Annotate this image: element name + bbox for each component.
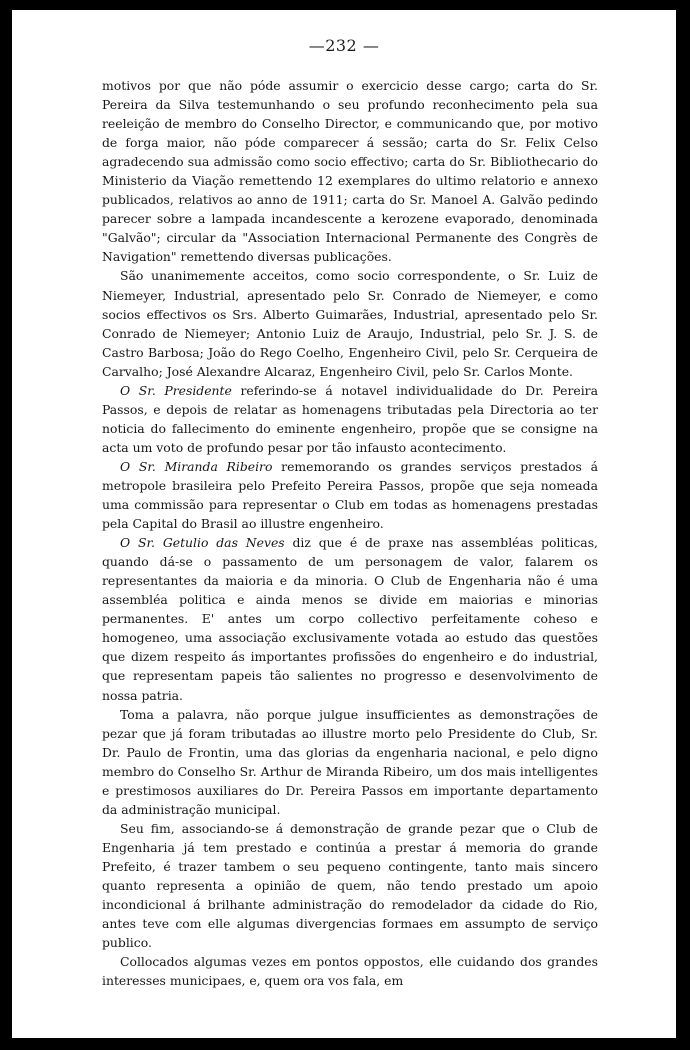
paragraph-miranda-ribeiro — [102, 457, 598, 533]
paragraph-text: diz que é de praxe nas assembléas politicas, quando dá-se o passamento de um personagem de valor, falarem os representantes da maioria e da minoria. O Club de Engenharia não é uma assembléa politica e ainda menos se divide em maiorias e minorias permanentes. E' antes um corpo collectivo perfeitamente coheso e homogeneo, uma associação exclusivamente votada ao estudo das questões que dizem respeito ás importantes profissões do engenheiro e do industrial, que representam papeis tão salientes no progresso e desenvolvimento de nossa patria. — [102, 535, 598, 703]
speaker-name: O Sr. Presidente — [120, 382, 232, 398]
speaker-name: O Sr. Getulio das Neves — [120, 535, 285, 551]
paragraph-new-members — [102, 266, 598, 380]
paragraph-text: Seu fim, associando-se á demonstração de grande pezar que o Club de Engenharia já tem prestado e continúa a prestar á memoria do grande Prefeito, é trazer tambem o seu pequeno contingente, tanto mais sincero quanto representa a opinião de quem, não tendo prestado um apoio incondicional á brilhante administração do remodelador da cidade do Rio, antes teve com elle algumas divergencias formaes em assumpto de serviço publico. — [102, 820, 598, 951]
paragraph-toma-a-palavra — [102, 705, 598, 819]
document-page — [12, 10, 676, 1038]
paragraph-getulio-das-neves — [102, 533, 598, 704]
paragraph-seu-fim — [102, 819, 598, 952]
speaker-name: O Sr. Miranda Ribeiro — [120, 458, 273, 474]
paragraph-text: Toma a palavra, não porque julgue insufficientes as demonstrações de pezar que já foram tributadas ao illustre morto pelo Presidente do Club, Sr. Dr. Paulo de Frontin, uma das glorias da engenharia nacional, e pelo digno membro do Conselho Sr. Arthur de Miranda Ribeiro, um dos mais intelligentes e prestimosos auxiliares do Dr. Pereira Passos em importante departamento da administração municipal. — [102, 706, 598, 817]
paragraph-president — [102, 381, 598, 457]
paragraph-text: Collocados algumas vezes em pontos oppostos, elle cuidando dos grandes interesses municipaes, e, quem ora vos fala, em — [102, 954, 598, 989]
page-number: —232 — — [308, 36, 380, 55]
paragraph-correspondence — [102, 76, 598, 266]
paragraph-collocados — [102, 952, 598, 990]
paragraph-text: motivos por que não póde assumir o exercicio desse cargo; carta do Sr. Pereira da Silva testemunhando o seu profundo reconhecimento pela sua reeleição de membro do Conselho Director, e communicando que, por motivo de forga maior, não póde comparecer á sessão; carta do Sr. Felix Celso agradecendo sua admissão como socio effectivo; carta do Sr. Bibliothecario do Ministerio da Viação remettendo 12 exemplares do ultimo relatorio e annexo publicados, relativos ao anno de 1911; carta do Sr. Manoel A. Galvão pedindo parecer sobre a lampada incandescente a kerozene evaporado, denominada "Galvão"; circular da "Association Internacional Permanente des Congrès de Navigation" remettendo diversas publicações. — [102, 78, 598, 265]
paragraph-text: referindo-se á notavel individualidade do Dr. Pereira Passos, e depois de relatar as homenagens tributadas pela Directoria ao ter noticia do fallecimento do eminente engenheiro, propõe que se consigne na acta um voto de profundo pesar por tão infausto acontecimento. — [102, 382, 598, 455]
paragraph-text: rememorando os grandes serviços prestados á metropole brasileira pelo Prefeito Pereira Passos, propõe que seja nomeada uma commissão para representar o Club em todas as homenagens prestadas pela Capital do Brasil ao illustre engenheiro. — [102, 458, 598, 532]
paragraph-text: São unanimemente acceitos, como socio correspondente, o Sr. Luiz de Niemeyer, Industrial, apresentado pelo Sr. Conrado de Niemeyer, e como socios effectivos os Srs. Alberto Guimarães, Industrial, apresentado pelo Sr. Conrado de Niemeyer; Antonio Luiz de Araujo, Industrial, pelo Sr. J. S. de Castro Barbosa; João do Rego Coelho, Engenheiro Civil, pelo Sr. Cerqueira de Carvalho; José Alexandre Alcaraz, Engenheiro Civil, pelo Sr. Carlos Monte. — [102, 268, 598, 379]
body-text — [102, 76, 598, 990]
